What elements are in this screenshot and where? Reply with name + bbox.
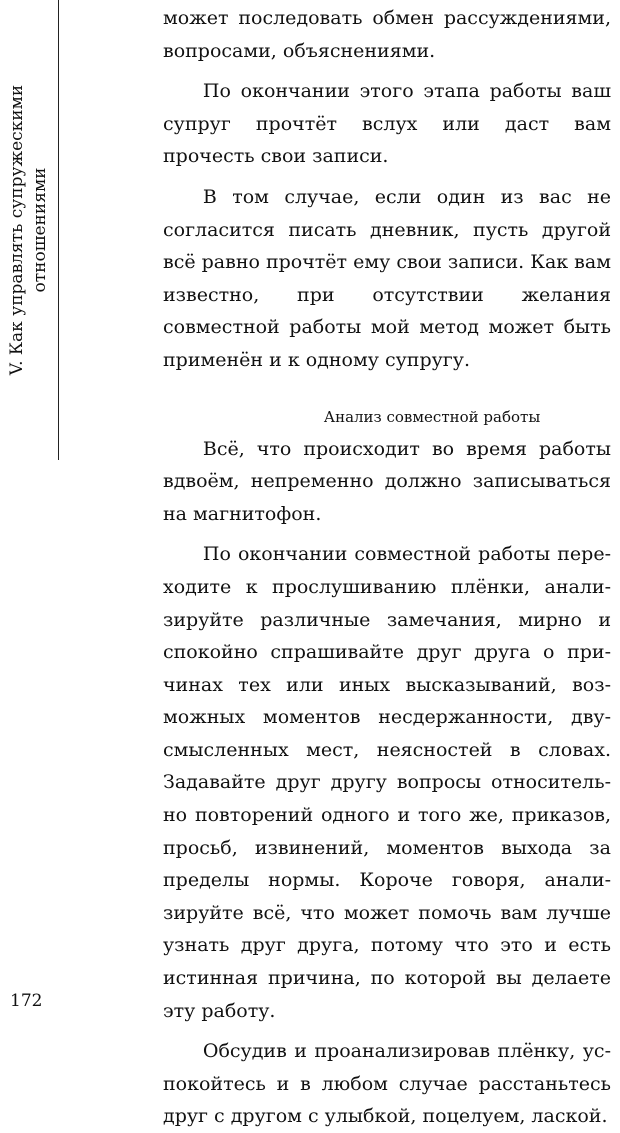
section-heading: Анализ совместной работы — [323, 407, 541, 426]
running-header-text — [6, 0, 58, 460]
paragraph: По окончании совместной работы переходите к прослушиванию плёнки, анализируйте различные замечания, мирно и спокойно спрашивайте друг друга о причинах тех или иных высказываний, возможных моментов несдержанности, двусмысленных мест, неясностей в словах. Задавайте друг другу вопросы относительно повторений одного и того же, приказов, просьб, извинений, моментов выхода за пределы нормы. Короче говоря, анализируйте всё, что может помочь вам лучше узнать друг друга, потому что это и есть истинная причина, по которой вы делаете эту работу. — [163, 543, 611, 1022]
running-header-line-2: отношениями — [30, 167, 50, 293]
running-header — [0, 0, 59, 460]
paragraph: Обсудив и проанализировав плёнку, успокойтесь и в любом случае расстаньтесь друг с другом с улыбкой, поцелуем, лаской. — [163, 1040, 611, 1128]
paragraph-continued: может последовать обмен рассуждениями, вопросами, объяснениями. — [163, 7, 611, 62]
page-body — [163, 2, 611, 1133]
paragraph: В том случае, если один из вас не согласится писать дневник, пусть другой всё равно прочтёт ему свои записи. Как вам известно, при отсутствии желания совместной работы мой метод может быть применён и к одному супругу. — [163, 185, 611, 371]
paragraph: По окончании этого этапа работы ваш супруг прочтёт вслух или даст вам прочесть свои записи. — [163, 80, 611, 168]
running-header-line-1: V. Как управлять супружескими — [7, 84, 27, 376]
page-number: 172 — [10, 991, 43, 1011]
paragraph: Всё, что происходит во время работы вдвоём, непременно должно записываться на магнитофон. — [163, 437, 611, 525]
